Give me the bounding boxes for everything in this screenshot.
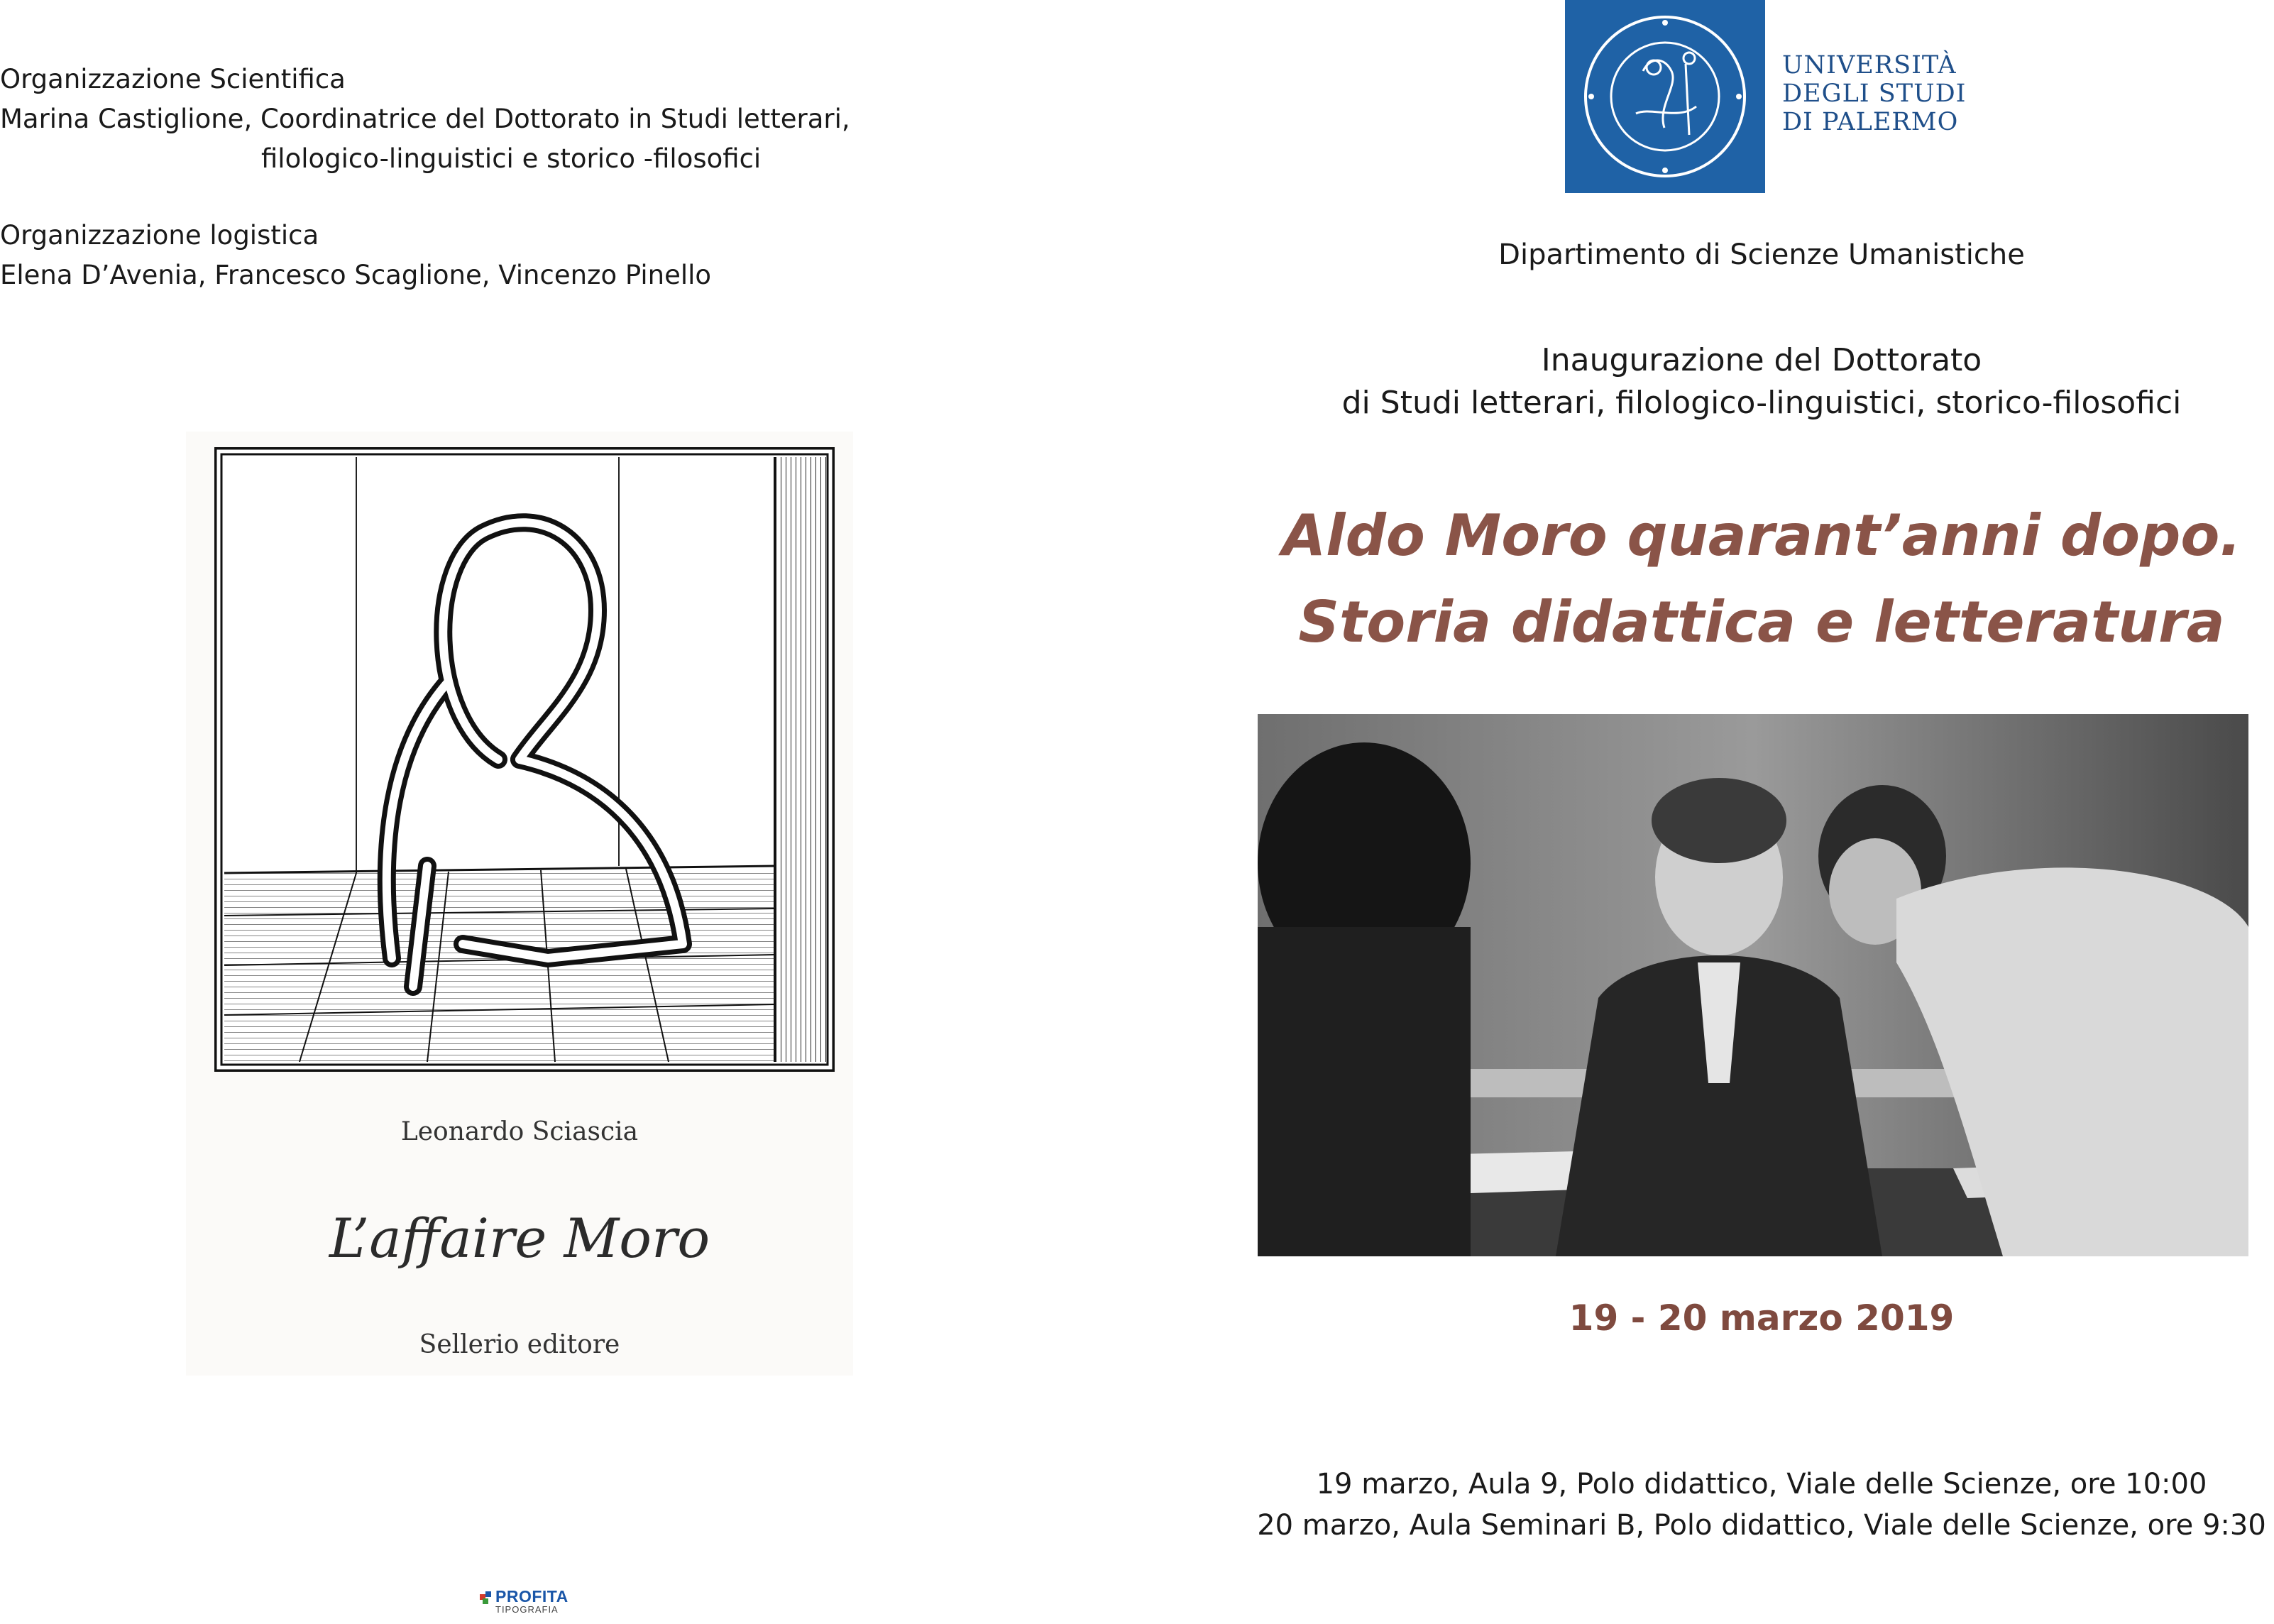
book-title: L’affaire Moro <box>329 1207 710 1270</box>
university-seal-icon <box>1565 0 1765 193</box>
org-scientific-doctorate: filologico-linguistici e storico -filosofici <box>261 143 762 174</box>
book-author: Leonardo Sciascia <box>400 1117 639 1146</box>
inauguration-line2: di Studi letterari, filologico-linguistici, storico-filosofici <box>1341 385 2182 421</box>
event-dates: 19 - 20 marzo 2019 <box>1569 1297 1955 1339</box>
printer-logo-mark-icon <box>480 1590 493 1606</box>
university-name-line2: DEGLI STUDI <box>1782 79 1967 108</box>
session-day2: 20 marzo, Aula Seminari B, Polo didattico, Viale delle Scienze, ore 9:30 <box>1257 1509 2266 1542</box>
inauguration-line1: Inaugurazione del Dottorato <box>1541 342 1982 378</box>
org-scientific-coordinator: Marina Castiglione, Coordinatrice del Dottorato in Studi letterari, <box>0 104 850 134</box>
university-logo <box>1565 0 1967 193</box>
printer-logo <box>480 1587 579 1620</box>
book-cover-engraving <box>214 447 835 1072</box>
university-name-line1: UNIVERSITÀ <box>1782 51 1957 79</box>
org-logistic-names: Elena D’Avenia, Francesco Scaglione, Vincenzo Pinello <box>0 260 712 290</box>
university-name-line3: DI PALERMO <box>1782 108 1959 136</box>
department-name: Dipartimento di Scienze Umanistiche <box>1498 238 2025 271</box>
org-scientific-heading: Organizzazione Scientifica <box>0 64 346 94</box>
book-publisher: Sellerio editore <box>419 1330 620 1359</box>
session-day1: 19 marzo, Aula 9, Polo didattico, Viale delle Scienze, ore 10:00 <box>1316 1468 2207 1500</box>
aldo-moro-photo <box>1258 714 2248 1256</box>
event-title-line1: Aldo Moro quarant’anni dopo. <box>1282 503 2241 569</box>
event-title-line2: Storia didattica e letteratura <box>1298 589 2225 655</box>
printer-logo-brand: PROFITA <box>495 1587 568 1606</box>
org-logistic-heading: Organizzazione logistica <box>0 220 319 251</box>
university-seal-box <box>1565 0 1765 193</box>
printer-logo-subtitle: TIPOGRAFIA <box>495 1604 559 1615</box>
